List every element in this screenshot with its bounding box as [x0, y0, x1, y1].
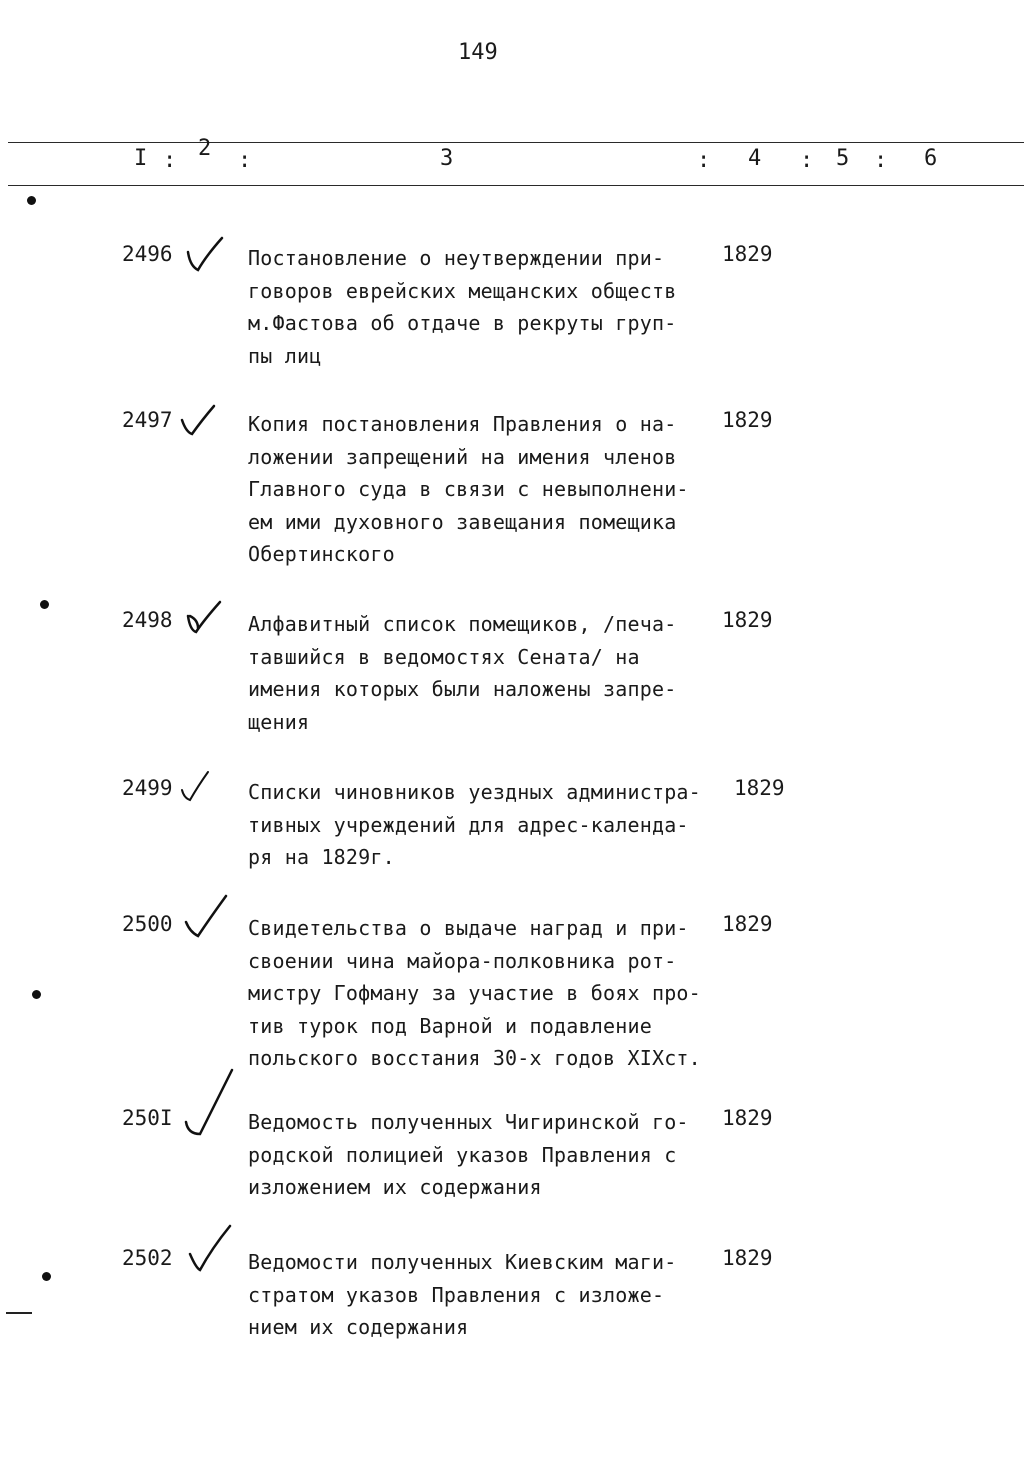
page-number: 149: [458, 40, 498, 65]
column-header-1: I: [134, 146, 148, 171]
checkmark-icon: [176, 766, 232, 816]
column-header-5: 5: [836, 146, 850, 171]
record-number: 2502: [122, 1246, 173, 1270]
description-line: Постановление о неутверждении при-: [248, 246, 665, 270]
description-line: Списки чиновников уездных администра-: [248, 780, 701, 804]
record-year: 1829: [722, 1106, 773, 1130]
record-number: 250I: [122, 1106, 173, 1130]
record-year: 1829: [722, 242, 773, 266]
column-separator: :: [697, 148, 711, 173]
margin-mark: [6, 1312, 32, 1314]
description-line: ем ими духовного завещания помещика: [248, 509, 677, 534]
record-description: [248, 912, 728, 1075]
column-separator: :: [163, 148, 177, 173]
record-description: [248, 408, 728, 571]
record-number: 2497: [122, 408, 173, 432]
record-description: [248, 1106, 728, 1204]
description-line: имения которых были наложены запре-: [248, 677, 677, 701]
record-year: 1829: [722, 912, 773, 936]
record-number: 2496: [122, 242, 173, 266]
column-separator: :: [800, 148, 814, 173]
description-line: щения: [248, 709, 310, 734]
record-number: 2498: [122, 608, 173, 632]
description-line: своении чина майора-полковника рот-: [248, 948, 677, 973]
description-line: тавшийся в ведомостях Сената/ на: [248, 644, 640, 669]
column-separator: :: [238, 148, 252, 173]
description-line: тив турок под Варной и подавление: [248, 1013, 652, 1038]
record-year: 1829: [722, 608, 773, 632]
checkmark-icon: [176, 892, 236, 952]
record-description: [248, 1246, 728, 1344]
record-description: [248, 776, 728, 874]
description-line: тивных учреждений для адрес-календа-: [248, 812, 689, 837]
description-line: Ведомость полученных Чигиринской го-: [248, 1110, 689, 1134]
record-number: 2499: [122, 776, 173, 800]
description-line: Ведомости полученных Киевским маги-: [248, 1250, 677, 1274]
header-top-rule: [8, 142, 1024, 143]
description-line: мистру Гофману за участие в боях про-: [248, 981, 701, 1005]
punch-hole-mark: [42, 1272, 51, 1281]
record-number: 2500: [122, 912, 173, 936]
description-line: Обертинского: [248, 542, 395, 566]
checkmark-icon: [176, 232, 232, 282]
description-line: родской полицией указов Правления с: [248, 1142, 677, 1167]
description-line: Копия постановления Правления о на-: [248, 412, 677, 436]
checkmark-icon: [176, 1068, 236, 1144]
header-bottom-rule: [8, 185, 1024, 186]
checkmark-icon: [176, 1222, 236, 1282]
punch-hole-mark: [40, 600, 49, 609]
description-line: изложением их содержания: [248, 1175, 542, 1199]
record-description: [248, 608, 728, 738]
column-header-4: 4: [748, 146, 762, 171]
description-line: нием их содержания: [248, 1315, 469, 1339]
punch-hole-mark: [27, 196, 36, 205]
description-line: Главного суда в связи с невыполнени-: [248, 477, 689, 501]
record-description: [248, 242, 728, 372]
punch-hole-mark: [32, 990, 41, 999]
record-year: 1829: [734, 776, 785, 800]
column-header-6: 6: [924, 146, 938, 171]
column-header-3: 3: [440, 146, 454, 171]
checkmark-icon: [176, 398, 232, 448]
checkmark-icon: [176, 598, 232, 648]
description-line: Свидетельства о выдаче наград и при-: [248, 916, 689, 940]
column-separator: :: [874, 148, 888, 173]
description-line: ложении запрещений на имения членов: [248, 444, 677, 469]
description-line: польского восстания 30-х годов XIXст.: [248, 1046, 701, 1070]
record-year: 1829: [722, 408, 773, 432]
record-year: 1829: [722, 1246, 773, 1270]
description-line: м.Фастова об отдаче в рекруты груп-: [248, 311, 677, 335]
description-line: стратом указов Правления с изложе-: [248, 1282, 665, 1307]
description-line: Алфавитный список помещиков, /печа-: [248, 612, 677, 636]
description-line: пы лиц: [248, 343, 322, 368]
description-line: говоров еврейских мещанских обществ: [248, 278, 677, 303]
description-line: ря на 1829г.: [248, 845, 395, 869]
column-header-2: 2: [198, 136, 212, 161]
